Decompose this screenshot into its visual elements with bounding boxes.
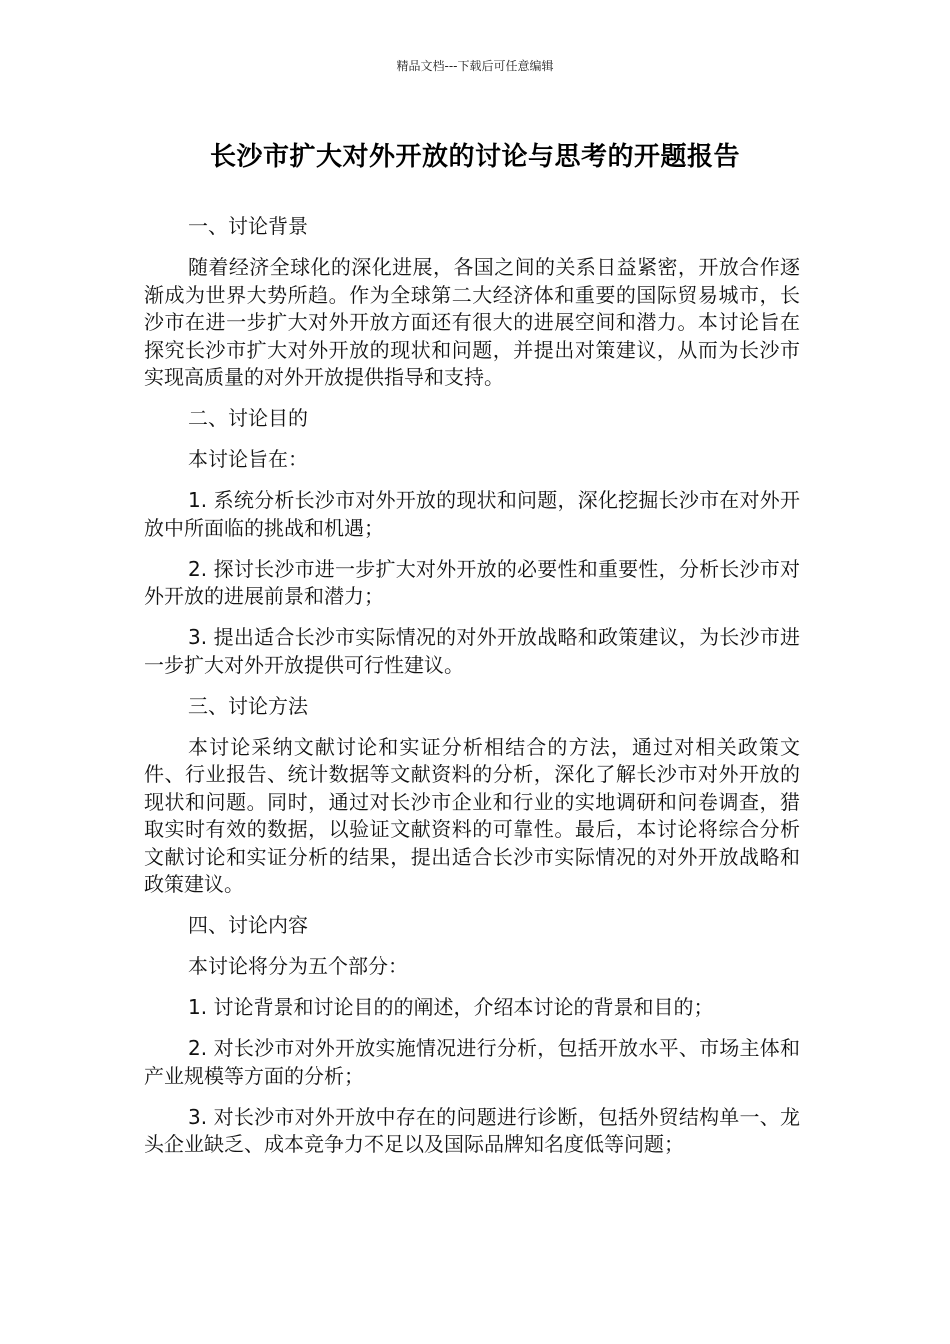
section-heading-method: 三、讨论方法 bbox=[188, 693, 308, 718]
purpose-intro: 本讨论旨在： bbox=[188, 447, 308, 471]
section-heading-background: 一、讨论背景 bbox=[188, 214, 308, 238]
document-title: 长沙市扩大对外开放的讨论与思考的开题报告 bbox=[209, 142, 740, 172]
content-item-3: 3. 对长沙市对外开放中存在的问题进行诊断，包括外贸结构单一、龙头企业缺乏、成本竞争力不足以及国际品牌知名度低等问题； bbox=[144, 1104, 800, 1156]
content-intro: 本讨论将分为五个部分： bbox=[188, 954, 408, 978]
section-heading-purpose: 二、讨论目的 bbox=[188, 406, 308, 430]
background-paragraph: 随着经济全球化的深化进展，各国之间的关系日益紧密，开放合作逐渐成为世界大势所趋。作为全球第二大经济体和重要的国际贸易城市，长沙市在进一步扩大对外开放方面还有很大的进展空间和潜力。本讨论旨在探究长沙市扩大对外开放的现状和问题，并提出对策建议，从而为长沙市实现高质量的对外开放提供指导和支持。 bbox=[144, 255, 800, 389]
content-item-2: 2. 对长沙市对外开放实施情况进行分析，包括开放水平、市场主体和产业规模等方面的分析； bbox=[144, 1036, 800, 1088]
purpose-item-1: 1. 系统分析长沙市对外开放的现状和问题，深化挖掘长沙市在对外开放中所面临的挑战和机遇； bbox=[144, 488, 800, 540]
purpose-item-3: 3. 提出适合长沙市实际情况的对外开放战略和政策建议，为长沙市进一步扩大对外开放提供可行性建议。 bbox=[144, 625, 800, 677]
content-item-1: 1. 讨论背景和讨论目的的阐述，介绍本讨论的背景和目的； bbox=[188, 995, 714, 1019]
document-body bbox=[144, 213, 800, 1172]
header-note: 精品文档---下载后可任意编辑 bbox=[396, 59, 554, 73]
purpose-item-2: 2. 探讨长沙市进一步扩大对外开放的必要性和重要性，分析长沙市对外开放的进展前景和潜力； bbox=[144, 556, 800, 608]
method-paragraph: 本讨论采纳文献讨论和实证分析相结合的方法，通过对相关政策文件、行业报告、统计数据等文献资料的分析，深化了解长沙市对外开放的现状和问题。同时，通过对长沙市企业和行业的实地调研和问卷调查，猎取实时有效的数据，以验证文献资料的可靠性。最后，本讨论将综合分析文献讨论和实证分析的结果，提出适合长沙市实际情况的对外开放战略和政策建议。 bbox=[144, 734, 800, 896]
section-heading-content: 四、讨论内容 bbox=[188, 913, 308, 937]
